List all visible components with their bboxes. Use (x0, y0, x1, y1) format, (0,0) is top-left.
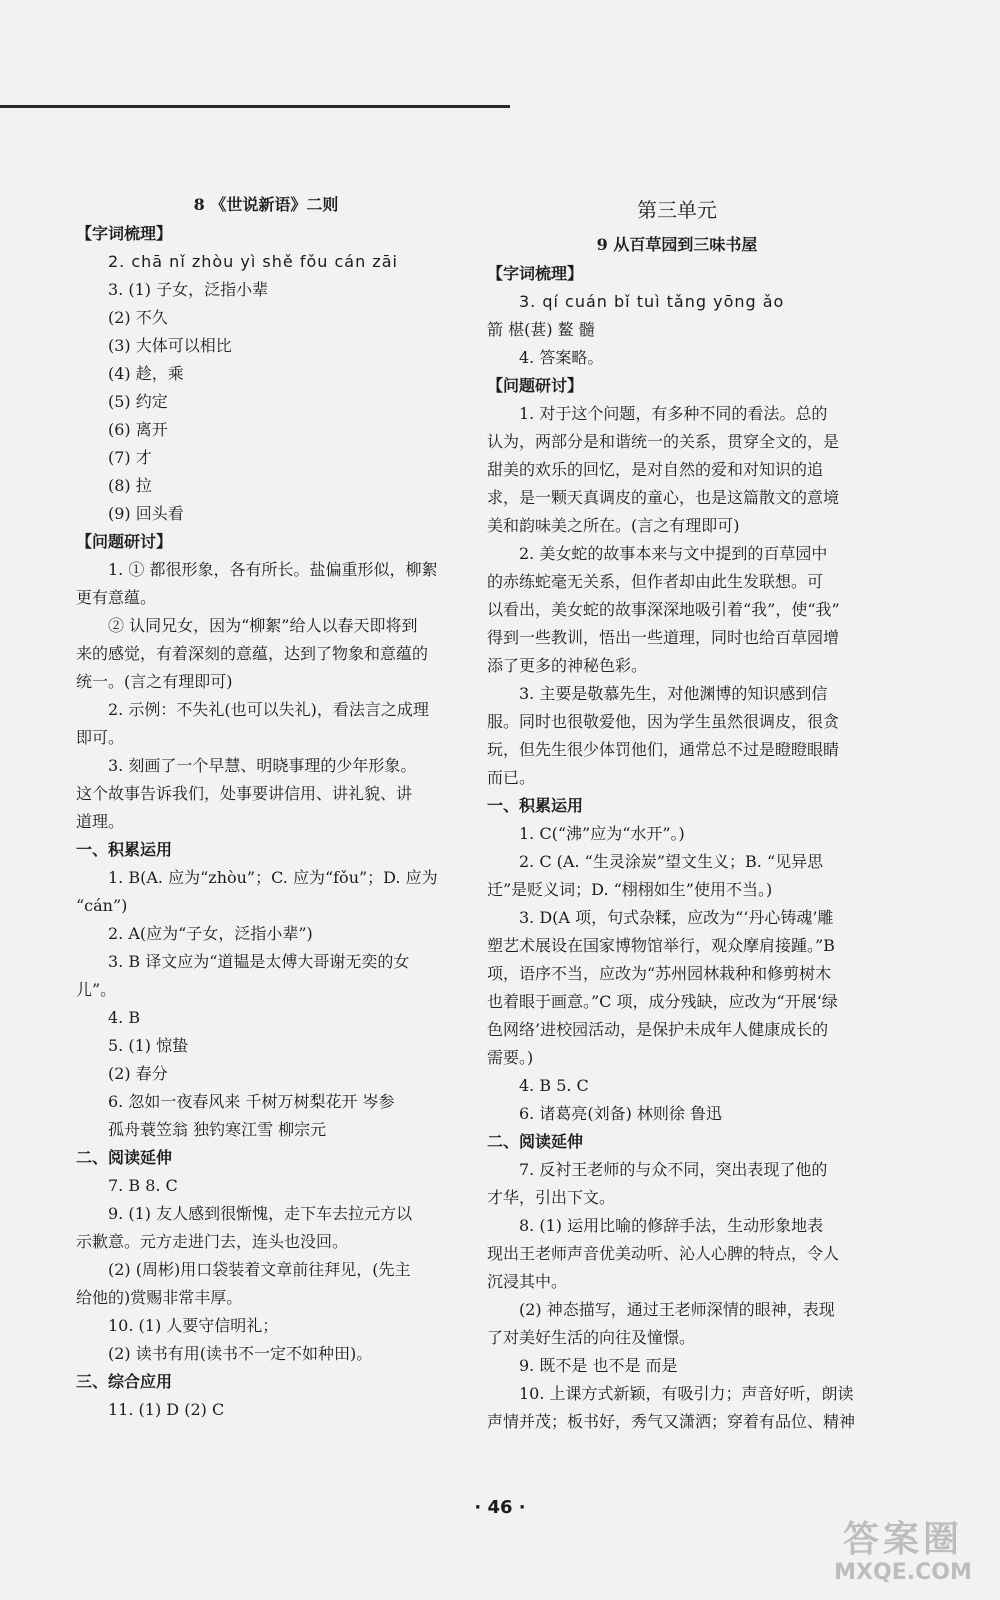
left-text-line: (6) 离开 (108, 420, 168, 439)
right-text-line: 4. B 5. C (519, 1076, 589, 1095)
left-text-line: 2. A(应为“子女，泛指小辈”) (108, 924, 313, 943)
right-text-line: 迁”是贬义词；D. “栩栩如生”使用不当。) (487, 880, 773, 899)
left-text-line: (2) 读书有用(读书不一定不如种田)。 (108, 1344, 373, 1363)
right-text-line: 9. 既不是 也不是 而是 (519, 1356, 678, 1375)
right-text-line: 第三单元 (637, 198, 717, 222)
right-text-line: 8. (1) 运用比喻的修辞手法，生动形象地表 (519, 1216, 824, 1235)
left-text-line: 儿”。 (76, 980, 117, 999)
right-text-line: (2) 神态描写，通过王老师深情的眼神，表现 (519, 1300, 835, 1319)
right-text-line: 6. 诸葛亮(刘备) 林则徐 鲁迅 (519, 1104, 723, 1123)
right-text-line: 添了更多的神秘色彩。 (487, 656, 648, 675)
left-text-line: (3) 大体可以相比 (108, 336, 232, 355)
left-text-line: 6. 忽如一夜春风来 千树万树梨花开 岑参 (108, 1092, 395, 1111)
left-text-line: 3. B 译文应为“道韫是太傅大哥谢无奕的女 (108, 952, 410, 971)
left-text-line: 给他的)赏赐非常丰厚。 (76, 1288, 243, 1307)
right-text-line: 美和韵味美之所在。(言之有理即可) (487, 516, 740, 535)
left-text-line: (2) 不久 (108, 308, 168, 327)
left-text-line: 3. (1) 子女，泛指小辈 (108, 280, 269, 299)
right-column (487, 190, 867, 1436)
left-text-line: 7. B 8. C (108, 1176, 178, 1195)
left-text-line: 2. 示例：不失礼(也可以失礼)，看法言之成理 (108, 700, 429, 719)
right-text-line: 一、积累运用 (487, 796, 584, 815)
right-text-line: 7. 反衬王老师的与众不同，突出表现了他的 (519, 1160, 828, 1179)
right-text-line: 色网络’进校园活动，是保护未成年人健康成长的 (487, 1020, 829, 1039)
right-text-line: 现出王老师声音优美动听、沁人心脾的特点，令人 (487, 1244, 840, 1263)
right-text-line: 甜美的欢乐的回忆，是对自然的爱和对知识的追 (487, 460, 824, 479)
left-text-line: 示歉意。元方走进门去，连头也没回。 (76, 1232, 349, 1251)
left-text-line: 孤舟蓑笠翁 独钓寒江雪 柳宗元 (108, 1120, 327, 1139)
left-text-line: 道理。 (76, 812, 125, 831)
left-text-line: (2) (周彬)用口袋装着文章前往拜见，(先主 (108, 1260, 411, 1279)
left-text-line: (7) 才 (108, 448, 152, 467)
right-text-line: 玩，但先生很少体罚他们，通常总不过是瞪瞪眼睛 (487, 740, 840, 759)
left-text-line: (5) 约定 (108, 392, 168, 411)
left-text-line: 9. (1) 友人感到很惭愧，走下车去拉元方以 (108, 1204, 413, 1223)
right-text-line: 2. C (A. “生灵涂炭”望文生义；B. “见异思 (519, 852, 824, 871)
right-text-line: 9 从百草园到三味书屋 (596, 235, 758, 254)
watermark-domain: MXQE.COM (834, 1560, 972, 1585)
left-text-line: 10. (1) 人要守信明礼； (108, 1316, 279, 1335)
right-text-line: 【字词梳理】 (487, 264, 584, 283)
left-text-line: (8) 拉 (108, 476, 152, 495)
right-text-line: 1. 对于这个问题，有多种不同的看法。总的 (519, 404, 828, 423)
right-text-line: 1. C(“沸”应为“水开”。) (519, 824, 685, 843)
right-text-line: 4. 答案略。 (519, 348, 604, 367)
right-text-line: 10. 上课方式新颖，有吸引力；声音好听，朗读 (519, 1384, 854, 1403)
right-text-line: 3. 主要是敬慕先生，对他渊博的知识感到信 (519, 684, 828, 703)
page-number: · 46 · (474, 1497, 526, 1518)
right-text-line: 2. 美女蛇的故事本来与文中提到的百草园中 (519, 544, 828, 563)
right-text-line: 二、阅读延伸 (487, 1132, 584, 1151)
right-text-line: 箭 椹(葚) 鳌 髓 (487, 320, 595, 339)
left-text-line: 统一。(言之有理即可) (76, 672, 233, 691)
right-text-line: 而已。 (487, 768, 536, 787)
left-text-line: 一、积累运用 (76, 840, 173, 859)
top-rule (0, 105, 510, 108)
right-text-line: 求，是一颗天真调皮的童心，也是这篇散文的意境 (487, 488, 840, 507)
left-text-line: 【字词梳理】 (76, 224, 173, 243)
right-text-line: 认为，两部分是和谐统一的关系，贯穿全文的，是 (487, 432, 840, 451)
left-text-line: (4) 趁，乘 (108, 364, 184, 383)
left-text-line: (2) 春分 (108, 1064, 168, 1083)
right-text-line: 3. qí cuán bǐ tuì tǎng yōng ǎo (519, 292, 785, 311)
left-text-line: 二、阅读延伸 (76, 1148, 173, 1167)
right-text-line: 服。同时也很敬爱他，因为学生虽然很调皮，很贪 (487, 712, 840, 731)
left-text-line: 3. 刻画了一个早慧、明晓事理的少年形象。 (108, 756, 417, 775)
right-text-line: 才华，引出下文。 (487, 1188, 616, 1207)
left-text-line: 即可。 (76, 728, 125, 747)
right-text-line: 塑艺术展设在国家博物馆举行，观众摩肩接踵。”B (487, 936, 835, 955)
left-column (76, 190, 456, 1424)
right-text-line: 的赤练蛇毫无关系，但作者却由此生发联想。可 (487, 572, 824, 591)
right-text-line: 了对美好生活的向往及憧憬。 (487, 1328, 696, 1347)
left-text-line: 4. B (108, 1008, 141, 1027)
right-text-line: 以看出，美女蛇的故事深深地吸引着“我”，使“我” (487, 600, 840, 619)
left-text-line: 2. chā nǐ zhòu yì shě fǒu cán zāi (108, 252, 398, 271)
left-text-line: 来的感觉，有着深刻的意蕴，达到了物象和意蕴的 (76, 644, 429, 663)
left-text-line: 11. (1) D (2) C (108, 1400, 225, 1419)
left-text-line: (9) 回头看 (108, 504, 184, 523)
left-text-line: 1. ① 都很形象，各有所长。盐偏重形似，柳絮 (108, 560, 438, 579)
right-text-line: 得到一些教训，悟出一些道理，同时也给百草园增 (487, 628, 840, 647)
left-text-line: 更有意蕴。 (76, 588, 157, 607)
right-text-line: 也着眼于画意。”C 项，成分残缺，应改为“开展‘绿 (487, 992, 838, 1011)
left-text-line: 这个故事告诉我们，处事要讲信用、讲礼貌、讲 (76, 784, 413, 803)
left-text-line: “cán”) (76, 896, 128, 915)
left-text-line: 【问题研讨】 (76, 532, 173, 551)
right-text-line: 需要。) (487, 1048, 534, 1067)
left-text-line: ② 认同兄女，因为“柳絮”给人以春天即将到 (108, 616, 418, 635)
right-text-line: 声情并茂；板书好，秀气又潇洒；穿着有品位、精神 (487, 1412, 856, 1431)
left-text-line: 1. B(A. 应为“zhòu”；C. 应为“fǒu”；D. 应为 (108, 868, 438, 887)
right-text-line: 沉浸其中。 (487, 1272, 568, 1291)
left-text-line: 三、综合应用 (76, 1372, 173, 1391)
watermark (818, 1520, 988, 1590)
right-text-line: 项，语序不当，应改为“苏州园林栽种和修剪树木 (487, 964, 832, 983)
right-text-line: 3. D(A 项，句式杂糅，应改为“‘丹心铸魂’雕 (519, 908, 834, 927)
right-text-line: 【问题研讨】 (487, 376, 584, 395)
left-text-line: 8 《世说新语》二则 (193, 195, 339, 214)
left-text-line: 5. (1) 惊蛰 (108, 1036, 189, 1055)
watermark-logo-text: 答案圈 (842, 1519, 963, 1560)
